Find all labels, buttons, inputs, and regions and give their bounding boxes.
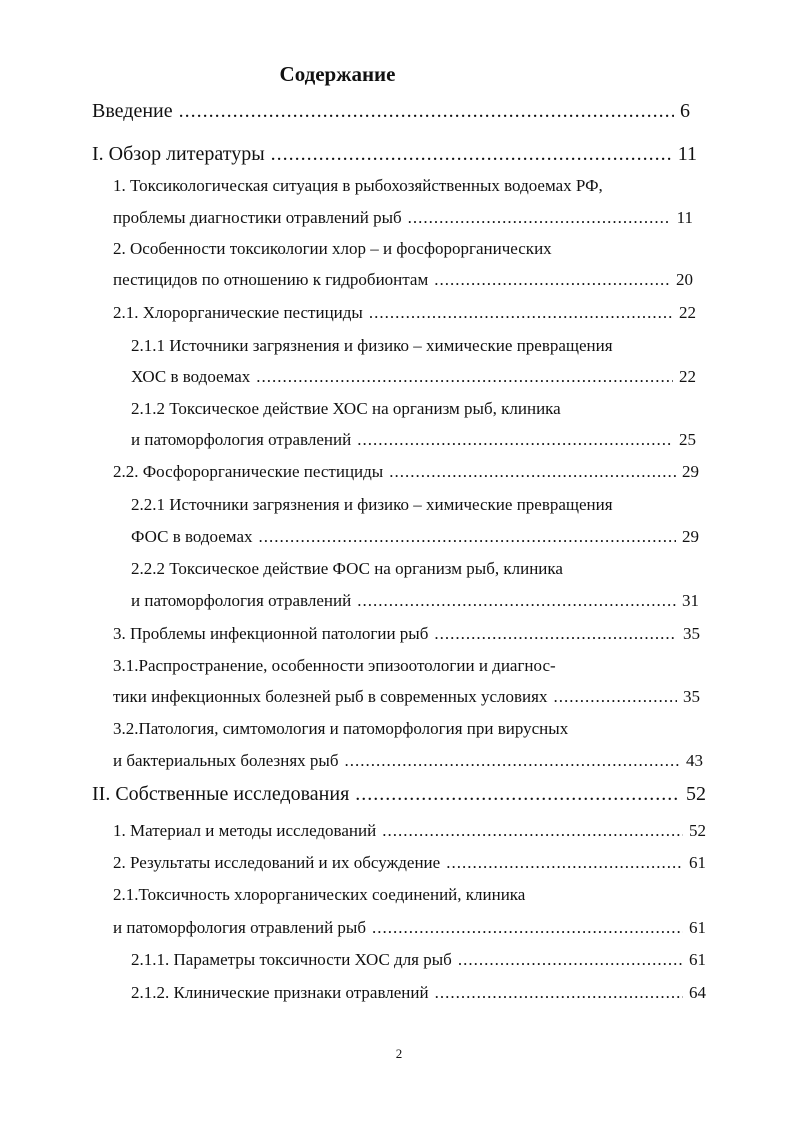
toc-entry-text: 2.2. Фосфорорганические пестициды bbox=[113, 462, 384, 481]
toc-entry-page: 35 bbox=[683, 687, 700, 706]
toc-entry-fos-toxic-action bbox=[131, 591, 699, 611]
toc-entry-text: 1. Токсикологическая ситуация в рыбохозяйственных водоемах РФ, bbox=[113, 176, 603, 195]
toc-entry-text: 2.2.1 Источники загрязнения и физико – химические превращения bbox=[131, 495, 613, 514]
page-title: Содержание bbox=[279, 62, 396, 86]
toc-entry-own-research bbox=[92, 783, 706, 806]
toc-entry-clinical-signs bbox=[131, 983, 706, 1003]
toc-entry-page: 61 bbox=[689, 950, 706, 969]
toc-entry-page: 22 bbox=[679, 367, 696, 386]
dot-leader bbox=[446, 853, 683, 873]
dot-leader bbox=[357, 430, 673, 450]
toc-entry-text: и патоморфология отравлений рыб bbox=[113, 918, 367, 937]
dot-leader bbox=[458, 950, 683, 970]
toc-entry-text: 2.1. Хлорорганические пестициды bbox=[113, 303, 363, 322]
toc-entry-text: 2.1.1. Параметры токсичности ХОС для рыб bbox=[131, 950, 452, 969]
toc-entry-text-line bbox=[131, 559, 696, 579]
dot-leader bbox=[408, 208, 671, 228]
toc-entry-page: 35 bbox=[683, 624, 700, 643]
toc-entry-organochlorine-pesticides bbox=[113, 303, 696, 323]
toc-entry-page: 31 bbox=[682, 591, 699, 610]
dot-leader bbox=[271, 143, 672, 166]
toc-entry-text: II. Собственные исследования bbox=[92, 783, 350, 805]
toc-entry-pesticide-toxicology bbox=[113, 270, 693, 290]
toc-entry-text-line bbox=[113, 239, 693, 259]
toc-entry-page: 61 bbox=[689, 853, 706, 872]
toc-entry-materials-methods bbox=[113, 821, 706, 841]
dot-leader bbox=[259, 527, 677, 547]
toc-entry-introduction bbox=[92, 100, 690, 123]
toc-entry-page: 11 bbox=[677, 143, 697, 165]
toc-entry-page: 52 bbox=[689, 821, 706, 840]
dot-leader bbox=[434, 624, 677, 644]
toc-entry-text: и бактериальных болезнях рыб bbox=[113, 751, 339, 770]
toc-entry-page: 11 bbox=[676, 208, 693, 227]
toc-entry-page: 29 bbox=[682, 462, 699, 481]
dot-leader bbox=[372, 918, 683, 938]
toc-entry-text: проблемы диагностики отравлений рыб bbox=[113, 208, 402, 227]
dot-leader bbox=[369, 303, 673, 323]
toc-entry-text: 2.2.2 Токсическое действие ФОС на организм рыб, клиника bbox=[131, 559, 563, 578]
toc-entry-text: тики инфекционных болезней рыб в современных условиях bbox=[113, 687, 548, 706]
toc-entry-hos-toxic-action bbox=[131, 430, 696, 450]
toc-entry-page: 25 bbox=[679, 430, 696, 449]
page-number: 2 bbox=[395, 1046, 403, 1061]
toc-entry-page: 20 bbox=[676, 270, 693, 289]
toc-entry-toxicology-situation bbox=[113, 208, 693, 228]
toc-entry-page: 52 bbox=[686, 783, 706, 805]
toc-entry-text-line bbox=[131, 336, 696, 356]
toc-entry-text: 2.1.Токсичность хлорорганических соединений, клиника bbox=[113, 885, 526, 904]
toc-entry-page: 61 bbox=[689, 918, 706, 937]
toc-entry-hos-toxicity bbox=[113, 918, 706, 938]
dot-leader bbox=[389, 462, 676, 482]
dot-leader bbox=[357, 591, 676, 611]
toc-entry-text-line bbox=[131, 495, 696, 515]
toc-entry-text: 3. Проблемы инфекционной патологии рыб bbox=[113, 624, 429, 643]
dot-leader bbox=[382, 821, 683, 841]
toc-entry-results-discussion bbox=[113, 853, 706, 873]
toc-entry-infectious-pathology bbox=[113, 624, 700, 644]
toc-entry-text: и патоморфология отравлений bbox=[131, 430, 352, 449]
dot-leader bbox=[434, 270, 670, 290]
toc-entry-text: 2.1.1 Источники загрязнения и физико – химические превращения bbox=[131, 336, 613, 355]
toc-entry-text: ХОС в водоемах bbox=[131, 367, 251, 386]
dot-leader bbox=[355, 783, 680, 806]
toc-entry-fos-sources bbox=[131, 527, 699, 547]
toc-entry-text: 2.1.2 Токсическое действие ХОС на организм рыб, клиника bbox=[131, 399, 561, 418]
toc-entry-text: 3.2.Патология, симтомология и патоморфология при вирусных bbox=[113, 719, 569, 738]
toc-entry-page: 43 bbox=[686, 751, 703, 770]
toc-entry-hos-parameters bbox=[131, 950, 706, 970]
toc-entry-page: 29 bbox=[682, 527, 699, 546]
dot-leader bbox=[179, 100, 674, 123]
toc-entry-text: ФОС в водоемах bbox=[131, 527, 253, 546]
toc-entry-text: и патоморфология отравлений bbox=[131, 591, 352, 610]
toc-entry-text: 2.1.2. Клинические признаки отравлений bbox=[131, 983, 429, 1002]
toc-entry-page: 64 bbox=[689, 983, 706, 1002]
toc-entry-text: 1. Материал и методы исследований bbox=[113, 821, 377, 840]
toc-entry-text: Введение bbox=[92, 100, 173, 122]
toc-entry-text: 2. Особенности токсикологии хлор – и фосфорорганических bbox=[113, 239, 552, 258]
toc-entry-hos-sources bbox=[131, 367, 696, 387]
toc-entry-text: I. Обзор литературы bbox=[92, 143, 265, 165]
toc-entry-text: 3.1.Распространение, особенности эпизоотологии и диагнос- bbox=[113, 656, 556, 675]
toc-entry-text: пестицидов по отношению к гидробионтам bbox=[113, 270, 429, 289]
toc-entry-text-line bbox=[113, 656, 700, 676]
dot-leader bbox=[256, 367, 673, 387]
toc-entry-page: 6 bbox=[680, 100, 690, 122]
toc-entry-text-line bbox=[131, 399, 696, 419]
toc-entry-text-line bbox=[113, 885, 706, 905]
toc-entry-text-line bbox=[113, 719, 700, 739]
toc-entry-viral-bacterial-diseases bbox=[113, 751, 703, 771]
toc-entry-epizootology bbox=[113, 687, 700, 707]
toc-entry-organophosphorus-pesticides bbox=[113, 462, 699, 482]
toc-entry-text-line bbox=[113, 176, 693, 196]
toc-entry-text: 2. Результаты исследований и их обсуждение bbox=[113, 853, 441, 872]
toc-entry-literature-review bbox=[92, 143, 697, 166]
dot-leader bbox=[344, 751, 680, 771]
dot-leader bbox=[553, 687, 677, 707]
toc-entry-page: 22 bbox=[679, 303, 696, 322]
dot-leader bbox=[435, 983, 683, 1003]
